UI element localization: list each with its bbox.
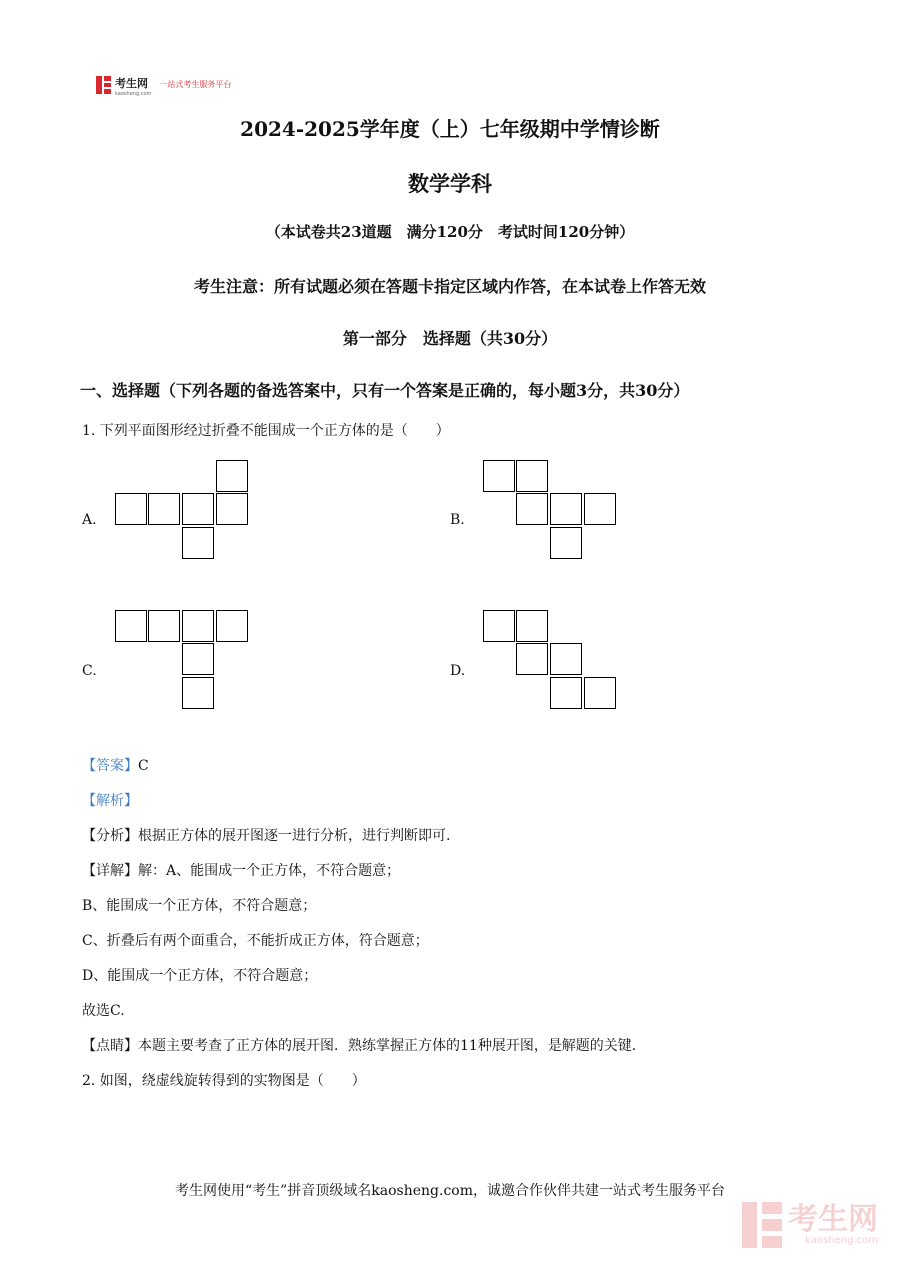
watermark-name: 考生网 bbox=[788, 1201, 878, 1237]
net-square bbox=[550, 677, 582, 709]
logo-domain: kaosheng.com bbox=[115, 91, 152, 97]
page-footer: 考生网使用“考生”拼音顶级域名kaosheng.com，诚邀合作伙伴共建一站式考生服务平台 bbox=[174, 1183, 726, 1199]
option-a-label: A. bbox=[82, 512, 97, 528]
net-square bbox=[516, 493, 548, 525]
net-square bbox=[516, 610, 548, 642]
net-square bbox=[182, 493, 214, 525]
net-square bbox=[584, 677, 616, 709]
exam-info: （本试卷共23道题 满分120分 考试时间120分钟） bbox=[265, 223, 635, 241]
question-2-stem: 2. 如图，绕虚线旋转得到的实物图是（ ） bbox=[82, 1073, 366, 1089]
net-square bbox=[182, 643, 214, 675]
net-square bbox=[115, 610, 147, 642]
part-title: 第一部分 选择题（共30分） bbox=[342, 329, 558, 348]
net-square bbox=[148, 610, 180, 642]
net-square bbox=[182, 677, 214, 709]
logo-slogan: 一站式考生服务平台 bbox=[159, 80, 232, 89]
analysis-text: 【分析】根据正方体的展开图逐一进行分析，进行判断即可. bbox=[82, 828, 451, 844]
detail-line-3: C、折叠后有两个面重合，不能折成正方体，符合题意； bbox=[82, 933, 429, 949]
net-square bbox=[584, 493, 616, 525]
net-square bbox=[182, 527, 214, 559]
exam-title: 2024-2025学年度（上）七年级期中学情诊断 bbox=[240, 117, 660, 141]
net-square bbox=[516, 643, 548, 675]
brand-logo bbox=[96, 72, 231, 97]
watermark-logo bbox=[742, 1202, 878, 1248]
detail-line-2: B、能围成一个正方体，不符合题意； bbox=[82, 898, 317, 914]
analysis-tag: 【解析】 bbox=[82, 793, 138, 809]
net-square bbox=[216, 610, 248, 642]
net-square bbox=[148, 493, 180, 525]
net-square bbox=[550, 493, 582, 525]
conclusion-line: 故选C. bbox=[82, 1003, 125, 1019]
answer-value: C bbox=[138, 758, 149, 774]
comment-line: 【点睛】本题主要考查了正方体的展开图．熟练掌握正方体的11种展开图，是解题的关键. bbox=[82, 1038, 637, 1054]
exam-notice: 考生注意：所有试题必须在答题卡指定区域内作答，在本试卷上作答无效 bbox=[193, 277, 706, 296]
detail-line-1: 【详解】解：A、能围成一个正方体，不符合题意； bbox=[82, 863, 401, 879]
watermark-domain: kaosheng.com bbox=[805, 1234, 878, 1246]
detail-line-4: D、能围成一个正方体，不符合题意； bbox=[82, 968, 318, 984]
net-square bbox=[550, 643, 582, 675]
answer-line bbox=[82, 755, 149, 775]
logo-mark-icon bbox=[96, 76, 111, 94]
watermark-mark-icon bbox=[742, 1202, 782, 1248]
net-square bbox=[516, 460, 548, 492]
net-square bbox=[182, 610, 214, 642]
net-square bbox=[216, 460, 248, 492]
option-b-label: B. bbox=[450, 512, 465, 528]
option-c-label: C. bbox=[82, 663, 97, 679]
net-square bbox=[483, 610, 515, 642]
option-d-label: D. bbox=[450, 663, 466, 679]
net-square bbox=[216, 493, 248, 525]
net-square bbox=[115, 493, 147, 525]
exam-subject: 数学学科 bbox=[408, 171, 492, 196]
question-1-stem: 1. 下列平面图形经过折叠不能围成一个正方体的是（ ） bbox=[82, 423, 450, 439]
logo-name: 考生网 bbox=[115, 77, 148, 90]
net-square bbox=[550, 527, 582, 559]
answer-tag: 【答案】 bbox=[82, 758, 138, 774]
net-square bbox=[483, 460, 515, 492]
section-title: 一、选择题（下列各题的备选答案中，只有一个答案是正确的，每小题3分，共30分） bbox=[80, 381, 690, 400]
